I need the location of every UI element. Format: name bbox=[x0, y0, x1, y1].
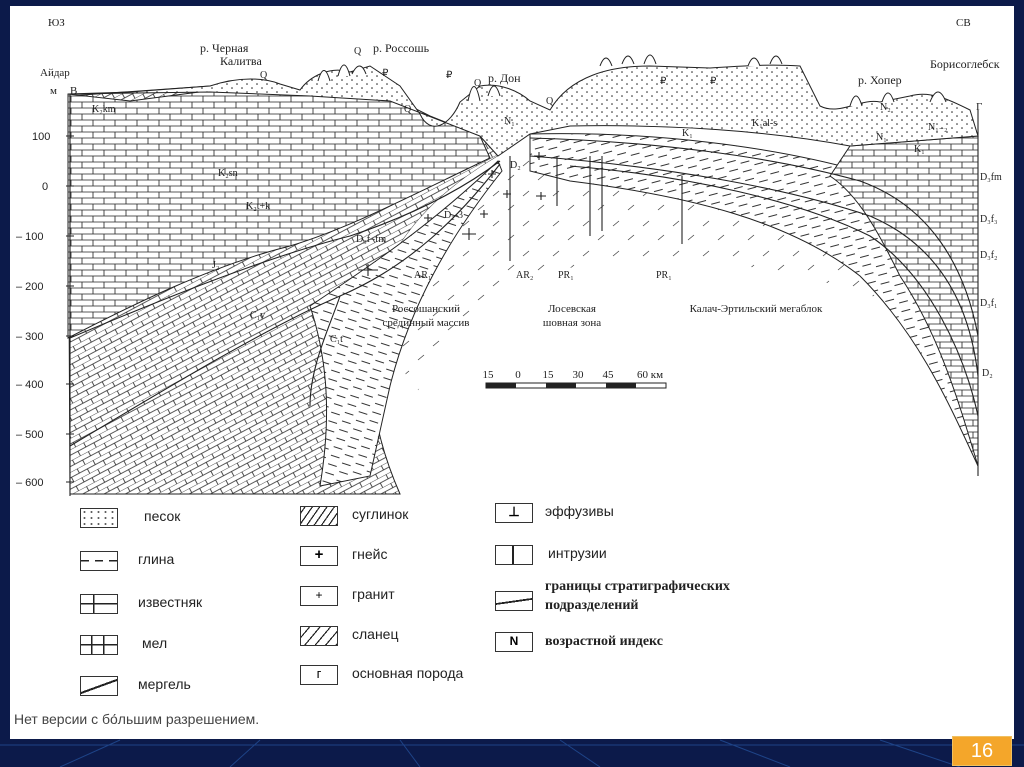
legend-swatch-loam bbox=[300, 506, 338, 526]
region-megablock: Калач-Эртильский мегаблок bbox=[689, 303, 823, 315]
index-ar2: AR₂ bbox=[516, 270, 534, 281]
index-k1als: K₁al-s bbox=[752, 118, 778, 129]
page-number-badge: 16 bbox=[952, 736, 1012, 766]
legend-swatch-boundary bbox=[495, 591, 533, 611]
y-tick-minus-500: – 500 bbox=[16, 429, 44, 441]
index-d3f3: D₃f₃ bbox=[980, 214, 998, 225]
index-d23: D₂-3 bbox=[444, 210, 464, 221]
index-k2tk: K₂t+k bbox=[246, 201, 271, 212]
index-p3: ₽ bbox=[660, 76, 667, 87]
legend-label-chalk: мел bbox=[142, 635, 168, 651]
label-borisoglebsk: Борисоглебск bbox=[930, 57, 1000, 71]
legend-label-effusive: эффузивы bbox=[545, 503, 614, 519]
index-d3fm: D₃fm bbox=[980, 172, 1002, 183]
region-zone-line2: шовная зона bbox=[542, 317, 602, 329]
index-n1b: N₁ bbox=[876, 132, 887, 143]
legend-label-basic-rock: основная порода bbox=[352, 665, 464, 681]
index-k1b: K₁ bbox=[914, 144, 925, 155]
index-pr1a: PR₁ bbox=[558, 270, 574, 281]
index-ar1: AR₁ bbox=[414, 270, 432, 281]
legend-swatch-clay bbox=[80, 551, 118, 571]
index-d2b: D₂ bbox=[982, 368, 993, 379]
legend-swatch-granite: + bbox=[300, 586, 338, 606]
legend-swatch-basic-rock: г bbox=[300, 665, 338, 685]
index-q5: Q bbox=[474, 78, 482, 89]
y-tick-minus-400: – 400 bbox=[16, 379, 44, 391]
scale-label-0: 15 bbox=[482, 369, 494, 381]
index-d3f1: D₃f₁ bbox=[980, 298, 998, 309]
label-g: Г bbox=[976, 101, 983, 113]
legend-swatch-slate bbox=[300, 626, 338, 646]
corner-label-sw: ЮЗ bbox=[48, 17, 65, 29]
index-q1: Q bbox=[260, 70, 268, 81]
image-caption: Нет версии с бо́льшим разрешением. bbox=[14, 711, 260, 727]
index-d3ffm: D₃f–fm bbox=[356, 234, 387, 245]
index-k2km: K₂km bbox=[92, 104, 116, 115]
legend-swatch-effusive: ⊥ bbox=[495, 503, 533, 523]
scale-bar bbox=[486, 383, 666, 388]
legend-label-marl: мергель bbox=[138, 676, 191, 692]
legend-label-limestone: известняк bbox=[138, 594, 203, 610]
geologic-cross-section bbox=[10, 6, 1014, 739]
y-tick-minus-300: – 300 bbox=[16, 331, 44, 343]
legend-label-sand: песок bbox=[144, 508, 181, 524]
y-tick-100: 100 bbox=[32, 131, 51, 143]
slide-content bbox=[10, 6, 1014, 739]
label-b: В bbox=[70, 85, 78, 97]
scale-label-1: 0 bbox=[515, 369, 521, 381]
index-n12: N₁₋₂ bbox=[928, 122, 948, 133]
legend-swatch-chalk bbox=[80, 635, 118, 655]
index-d2a: D₂ bbox=[510, 160, 521, 171]
label-kalitva: Калитва bbox=[220, 54, 262, 68]
legend-swatch-age-index: N bbox=[495, 632, 533, 652]
label-chernaya: р. Черная bbox=[200, 41, 249, 55]
scale-label-4: 45 bbox=[602, 369, 614, 381]
index-pr1b: PR₁ bbox=[656, 270, 672, 281]
legend-label-boundary-2: подразделений bbox=[545, 598, 639, 613]
index-j2: J₂ bbox=[212, 260, 220, 271]
legend-label-age-index: возрастной индекс bbox=[545, 634, 663, 649]
y-tick-minus-200: – 200 bbox=[16, 281, 44, 293]
index-k1: K₁ bbox=[682, 128, 693, 139]
region-zone-line1: Лосевская bbox=[548, 303, 596, 315]
y-tick-minus-600: – 600 bbox=[16, 477, 44, 489]
index-c1t: C₁t bbox=[330, 334, 343, 345]
region-massif-line2: срединный массив bbox=[382, 317, 470, 329]
legend-label-clay: глина bbox=[138, 551, 175, 567]
label-m: м bbox=[50, 85, 57, 97]
index-p2: ₽ bbox=[446, 70, 453, 81]
legend-label-gneiss: гнейс bbox=[352, 546, 388, 562]
label-khoper: р. Хопер bbox=[858, 73, 902, 87]
index-p4: ₽ bbox=[710, 76, 717, 87]
index-c1v: C₁v bbox=[250, 310, 266, 321]
label-don: р. Дон bbox=[488, 71, 521, 85]
legend-swatch-gneiss: + bbox=[300, 546, 338, 566]
legend-label-slate: сланец bbox=[352, 626, 399, 642]
legend-label-granite: гранит bbox=[352, 586, 395, 602]
scale-label-3: 30 bbox=[572, 369, 584, 381]
index-q3: Q bbox=[404, 104, 412, 115]
legend-label-boundary-1: границы стратиграфических bbox=[545, 579, 730, 594]
index-q2: Q bbox=[354, 46, 362, 57]
index-k2sn: K₂sn bbox=[218, 168, 238, 179]
y-tick-minus-100: – 100 bbox=[16, 231, 44, 243]
corner-label-ne: СВ bbox=[956, 17, 971, 29]
label-aidar: Айдар bbox=[40, 67, 70, 79]
legend-swatch-sand bbox=[80, 508, 118, 528]
scale-label-5: 60 км bbox=[636, 369, 664, 381]
legend-swatch-intrusion bbox=[495, 545, 533, 565]
region-massif-line1: Россошанский bbox=[391, 303, 461, 315]
label-rossosh: р. Россошь bbox=[373, 41, 430, 55]
index-n2: N₂ bbox=[880, 102, 891, 113]
index-p1: ₽ bbox=[382, 68, 389, 79]
legend-swatch-limestone bbox=[80, 594, 118, 614]
scale-label-2: 15 bbox=[542, 369, 554, 381]
index-n1: N₁ bbox=[504, 116, 515, 127]
legend-label-intrusion: интрузии bbox=[548, 545, 607, 561]
legend-swatch-marl bbox=[80, 676, 118, 696]
legend-label-loam: суглинок bbox=[352, 506, 409, 522]
index-q4: Q bbox=[546, 96, 554, 107]
index-d3f2: D₃f₂ bbox=[980, 250, 998, 261]
y-tick-0: 0 bbox=[42, 181, 49, 193]
